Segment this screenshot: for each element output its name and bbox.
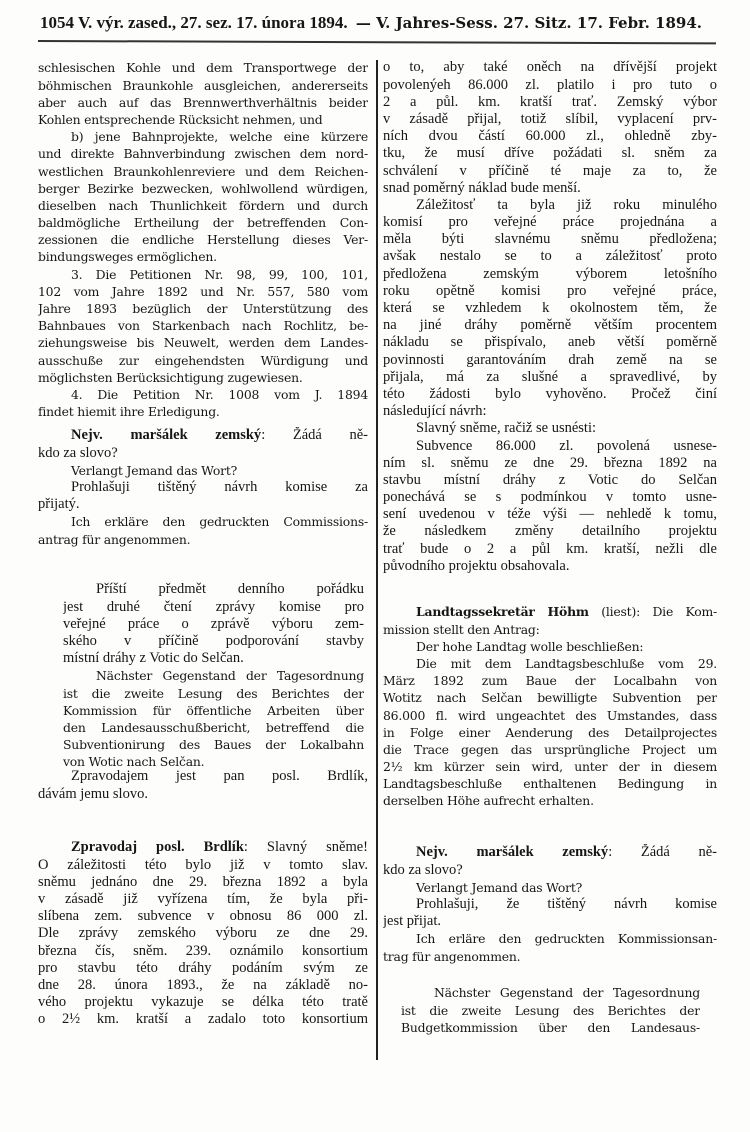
text-line: aber auch auf das Brennwerthverhältnis beider <box>38 94 368 110</box>
paragraph <box>38 59 368 128</box>
speaker-paragraph <box>383 603 717 637</box>
text-line: snad poměrný náklad bude menší. <box>383 179 581 196</box>
text-line: Příští předmět denního pořádku <box>96 581 364 598</box>
text-line: ponechává se s podmínkou v tomto usne- <box>383 489 717 506</box>
text-line: Der hohe Landtag wolle beschließen: <box>416 638 644 654</box>
text-line: Verlangt Jemand das Wort? <box>416 879 583 895</box>
text-line <box>383 844 717 861</box>
text-line: avšak nestalo se to a záležitosť proto <box>383 248 717 265</box>
text-line: 4. Die Petition Nr. 1008 vom J. 1894 <box>71 386 368 402</box>
speaker-name: Nejv. maršálek zemský <box>71 427 262 444</box>
column-divider <box>376 60 378 1060</box>
paragraph <box>383 420 717 437</box>
text-line: Die mit dem Landtagsbeschluße vom 29. <box>416 655 717 671</box>
text-line: ist die zweite Lesung des Berichtes der <box>63 685 364 701</box>
paragraph <box>38 513 368 547</box>
text-line: v zásadě přijal, totiž slíbil, vyplacení prv- <box>383 110 717 127</box>
text-section <box>38 839 368 1028</box>
text-line: nákladu se přispívalo, aneb větší poměrně <box>383 334 717 351</box>
text-line: předložena zemským výborem letošního <box>383 265 717 282</box>
text-line: findet hiemit ihre Erledigung. <box>38 404 220 420</box>
text-line: dieselben nach Thunlichkeit fördern und durch <box>38 197 368 213</box>
text-line: schválení v příčině té maje za to, že <box>383 162 717 179</box>
text-line: dne 28. února 1893., že na základě no- <box>38 976 368 993</box>
text-line <box>38 839 368 856</box>
text-line: přijala, má za slušné a spravedlivé, by <box>383 368 717 385</box>
text-line: Prohlašuji tištěný návrh komise za <box>71 478 368 495</box>
text-line: ist die zweite Lesung des Berichtes der <box>401 1002 700 1018</box>
text-line: ausschuße zur eingehendsten Würdigung und <box>38 352 368 368</box>
text-line: původního projektu obsahovala. <box>383 557 570 574</box>
text-line: dávám jemu slovo. <box>38 785 148 802</box>
text-section <box>383 844 717 964</box>
paragraph <box>38 386 368 420</box>
text-line: v zásadě již vyřízena tím, že byla při- <box>38 890 368 907</box>
text-line: vého projektu vykazuje se délka této tratě <box>38 994 368 1011</box>
text-line: Nächster Gegenstand der Tagesordnung <box>434 985 700 1001</box>
paragraph <box>383 930 717 964</box>
speaker-text: : Žádá ně- <box>261 427 368 444</box>
text-line: následující návrh: <box>383 403 487 420</box>
text-line: möglichsten Berücksichtigung zugewiesen. <box>38 369 303 385</box>
text-line: přijatý. <box>38 496 80 513</box>
text-line: Kohlen entsprechende Rücksicht nehmen, und <box>38 111 323 127</box>
text-line: 86.000 fl. wird ungeachtet des Umstandes, dass <box>383 707 717 723</box>
text-line: tku, že musí dříve požádati sl. sněm za <box>383 145 717 162</box>
speaker-text: : Žádá ně- <box>608 844 717 861</box>
text-line: ních dvou částí 60.000 zl., ohledně zby- <box>383 128 717 145</box>
paragraph <box>383 655 717 810</box>
text-line: von Wotic nach Selčan. <box>63 754 205 770</box>
text-line: Bahnbaues von Starkenbach nach Rochlitz, be- <box>38 318 368 334</box>
text-line: trať bude o 2 a půl km. kratší, nežli dle <box>383 540 717 557</box>
text-line: která se vzhledem k okolnostem těm, že <box>383 300 717 317</box>
paragraph <box>63 581 364 667</box>
header-czech: 1054 V. výr. zased., 27. sez. 17. února 1894. <box>40 13 348 32</box>
text-line: 3. Die Petitionen Nr. 98, 99, 100, 101, <box>71 266 368 282</box>
speaker-name: Nejv. maršálek zemský <box>416 844 609 861</box>
text-line: den Landesausschußbericht, betreffend die <box>63 719 364 735</box>
text-line: komisí pro veřejné práce projednána a <box>383 214 717 231</box>
text-line: o to, aby také oněch na dřívější projekt <box>383 59 717 76</box>
text-line: kdo za slovo? <box>383 861 463 878</box>
text-line <box>383 603 717 620</box>
paragraph <box>38 768 368 802</box>
header-german: — V. Jahres-Sess. 27. Sitz. 17. Febr. 1894. <box>355 14 702 32</box>
text-line: Nächster Gegenstand der Tagesordnung <box>96 668 364 684</box>
text-line: na jiné dráhy poměrně větším procentem <box>383 317 717 334</box>
speaker-text: : Slavný sněme! <box>243 839 368 856</box>
text-line: März 1892 zum Baue der Localbahn von <box>383 673 717 689</box>
text-line: berger Bezirke bezwecken, wohlwollend würdigen, <box>38 180 368 196</box>
speaker-name: Landtagssekretär Höhm <box>416 604 589 620</box>
text-line: povolenýeh 86.000 zl. platilo i pro tuto o <box>383 76 717 93</box>
paragraph <box>38 462 368 479</box>
text-line <box>38 427 368 444</box>
text-line: že následkem změny detailního projektu <box>383 523 717 540</box>
text-line: měla býti slavnému sněmu předložena; <box>383 231 717 248</box>
text-section <box>38 768 368 802</box>
text-line: O záležitosti této bylo již v tomto slav. <box>38 856 368 873</box>
text-section <box>38 59 368 420</box>
text-section <box>38 427 368 547</box>
text-line: roku opětně komisi pro veřejné práce, <box>383 282 717 299</box>
paragraph <box>38 479 368 513</box>
text-line: Zpravodajem jest pan posl. Brdlík, <box>71 768 368 785</box>
paragraph <box>383 638 717 655</box>
text-line: und direkte Bahnverbindung zwischen dem nord- <box>38 146 368 162</box>
text-line: zessionen die endliche Herstellung dieses Ver- <box>38 232 368 248</box>
text-line: 2 a půl. km. kratší trať. Zemský výbor <box>383 93 717 110</box>
text-line: Ich erläre den gedruckten Kommissionsan- <box>416 931 717 947</box>
paragraph <box>38 128 368 266</box>
text-line: Verlangt Jemand das Wort? <box>71 462 238 478</box>
speaker-name: Zpravodaj posl. Brdlík <box>71 839 244 856</box>
text-line: antrag für angenommen. <box>38 531 191 547</box>
text-line: mission stellt den Antrag: <box>383 621 540 637</box>
speaker-paragraph <box>383 844 717 878</box>
text-line: této žádosti bylo vyhověno. Pročež činí <box>383 385 717 402</box>
text-line: března čís, sněm. 239. oznámilo konsortium <box>38 942 368 959</box>
speaker-text: (liest): Die Kom- <box>588 604 717 620</box>
text-line: jest přijat. <box>383 913 441 930</box>
text-line: b) jene Bahnprojekte, welche eine kürzere <box>71 129 368 145</box>
text-line: bindungsweges ermöglichen. <box>38 249 217 265</box>
text-line: Prohlašuji, že tištěný návrh komise <box>416 895 717 912</box>
page-header <box>40 12 702 34</box>
text-line: in Folge einer Aenderung des Detailprojectes <box>383 724 717 740</box>
text-line: Slavný sněme, račiž se usnésti: <box>416 420 596 437</box>
text-line: Kommission für öffentliche Arbeiten über <box>63 702 364 718</box>
text-line: Dle zprávy zemského výboru ze dne 29. <box>38 925 368 942</box>
text-line: Jahre 1893 bezüglich der Unterstützung des <box>38 301 368 317</box>
text-line: 102 vom Jahre 1892 und Nr. 557, 580 vom <box>38 283 368 299</box>
text-line: 2½ km kürzer sein wird, unter der in diesem <box>383 759 717 775</box>
text-section <box>383 603 717 809</box>
paragraph <box>383 438 717 576</box>
text-line: kdo za slovo? <box>38 444 118 461</box>
text-section <box>63 581 364 770</box>
paragraph <box>38 266 368 386</box>
text-line: Landtagsbeschluße enthaltenen Bedingung in <box>383 776 717 792</box>
text-line: Subventionirung des Baues der Lokalbahn <box>63 737 364 753</box>
text-section <box>383 59 717 575</box>
paragraph <box>401 984 700 1036</box>
text-line: slíbena zem. subvence v obnosu 86 000 zl. <box>38 908 368 925</box>
text-line: pro stavbu této dráhy podáním svým ze <box>38 959 368 976</box>
text-line: derselben Höhe aufrecht erhalten. <box>383 793 594 809</box>
text-line: místní dráhy z Votic do Selčan. <box>63 650 244 667</box>
paragraph <box>383 879 717 896</box>
paragraph <box>383 59 717 197</box>
text-line: stavbu místní dráhy z Votic do Selčan <box>383 471 717 488</box>
text-line: baldmögliche Ertheilung der betreffenden Con- <box>38 215 368 231</box>
text-line: veřejné práce o zprávě výboru zem- <box>63 615 364 632</box>
text-line: die Trace gegen das ursprüngliche Project um <box>383 741 717 757</box>
text-line: Ich erkläre den gedruckten Commissions- <box>71 514 368 530</box>
text-line: ského v příčině podporování stavby <box>63 632 364 649</box>
text-line: ním sl. sněmu ze dne 29. března 1892 na <box>383 454 717 471</box>
text-line: schlesischen Kohle und dem Transportwege der <box>38 60 368 76</box>
text-line: Subvence 86.000 zl. povolená usnese- <box>416 437 717 454</box>
paragraph <box>383 197 717 420</box>
text-line: ziehungsweise bis Neuwelt, werden dem Landes- <box>38 335 368 351</box>
text-line: Záležitosť ta byla již roku minulého <box>416 196 717 213</box>
text-line: sení uvedenou v téže výši — nehledě k tomu, <box>383 506 717 523</box>
paragraph <box>63 667 364 770</box>
paragraph <box>383 896 717 930</box>
text-line: o 2½ km. kratší a zadalo toto konsortium <box>38 1011 368 1028</box>
text-line: jest druhé čtení zprávy komise pro <box>63 598 364 615</box>
text-line: sněmu jednáno dne 29. března 1892 a byla <box>38 873 368 890</box>
text-line: trag für angenommen. <box>383 948 521 964</box>
speaker-paragraph <box>38 427 368 461</box>
text-line: Wotitz nach Selčan bewilligte Subvention per <box>383 690 717 706</box>
text-line: böhmischen Braunkohle ausgleichen, andererseits <box>38 77 368 93</box>
text-line: Budgetkommission über den Landesaus- <box>401 1019 700 1035</box>
text-line: westlichen Braunkohlenreviere und dem Reichen- <box>38 163 368 179</box>
speaker-paragraph <box>38 839 368 1028</box>
header-rule <box>38 40 716 44</box>
text-line: povinnosti garantováním drah země na se <box>383 351 717 368</box>
text-section <box>401 984 700 1036</box>
